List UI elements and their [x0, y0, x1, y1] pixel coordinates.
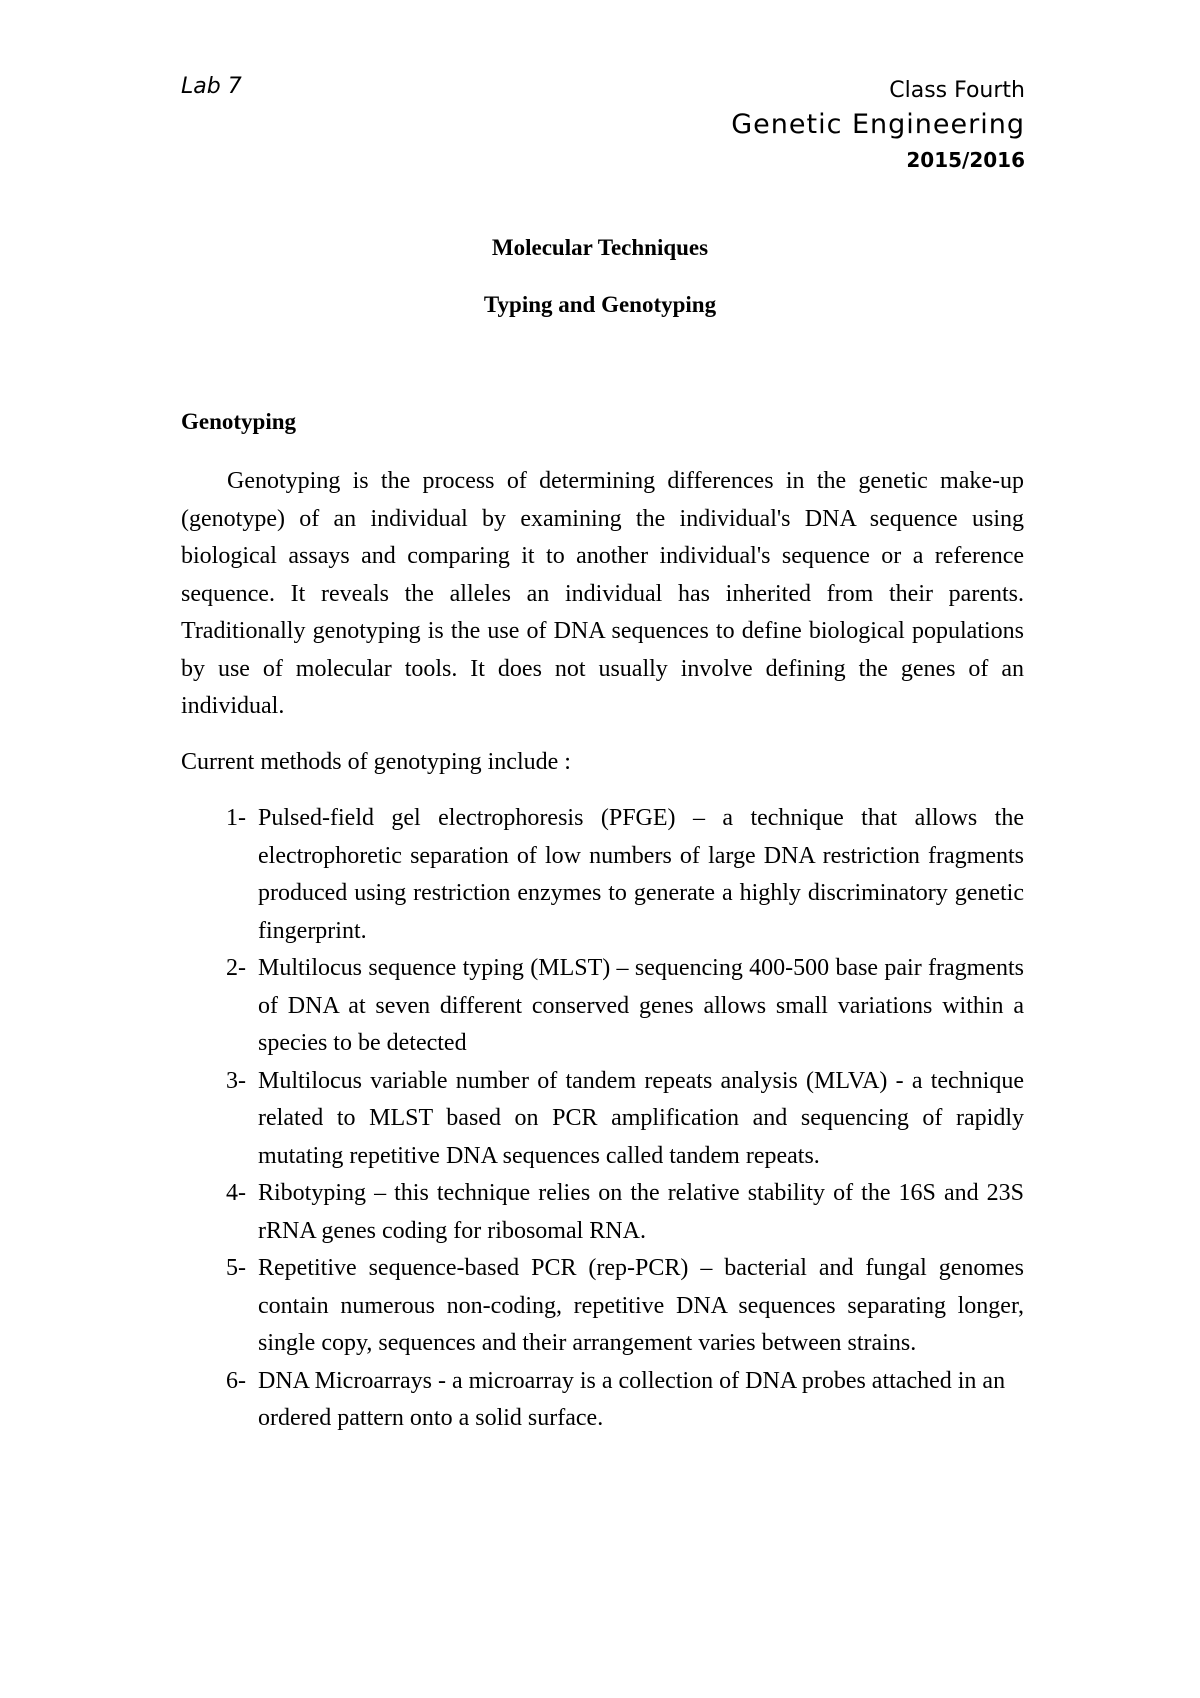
list-item-number: 6-	[226, 1367, 246, 1394]
academic-year: 2015/2016	[906, 148, 1025, 172]
list-item-number: 1-	[226, 805, 246, 831]
document-subtitle: Typing and Genotyping	[483, 292, 717, 317]
list-item	[181, 1063, 1024, 1176]
list-item	[181, 950, 1024, 1063]
list-item-text: DNA Microarrays - a microarray is a collection of DNA probes attached in an ordered pattern onto a solid surface.	[258, 1367, 1006, 1431]
list-item-number: 4-	[226, 1180, 246, 1206]
list-item-number: 3-	[226, 1067, 246, 1094]
methods-intro: Current methods of genotyping include :	[181, 749, 571, 775]
subject-title: Genetic Engineering	[731, 109, 1025, 140]
list-item	[181, 800, 1024, 950]
section-heading: Genotyping	[181, 409, 297, 434]
list-item-number: 2-	[226, 955, 246, 981]
list-item-text: Multilocus variable number of tandem repeats analysis (MLVA) - a technique related to MLST based on PCR amplification and sequencing of rapidly mutating repetitive DNA sequences called tandem repeats.	[258, 1067, 1024, 1169]
list-item-text: Multilocus sequence typing (MLST) – sequencing 400-500 base pair fragments of DNA at seven different conserved genes allows small variations within a species to be detected	[258, 955, 1024, 1056]
lab-number: Lab 7	[181, 74, 242, 99]
list-item	[181, 1250, 1024, 1363]
list-item-number: 5-	[226, 1255, 246, 1281]
methods-list	[181, 800, 1024, 1438]
class-label: Class Fourth	[889, 78, 1025, 103]
genotyping-paragraph: Genotyping is the process of determining differences in the genetic make-up (genotype) of an individual by examining the individual's DNA sequence using biological assays and comparing it to another individual's sequence or a reference sequence. It reveals the alleles an individual has inherited from their parents. Traditionally genotyping is the use of DNA sequences to define biological populations by use of molecular tools. It does not usually involve defining the genes of an individual.	[181, 468, 1024, 719]
list-item-text: Pulsed-field gel electrophoresis (PFGE) – a technique that allows the electrophoretic separation of low numbers of large DNA restriction fragments produced using restriction enzymes to generate a highly discriminatory genetic fingerprint.	[258, 805, 1024, 944]
list-item	[181, 1363, 1024, 1438]
list-item	[181, 1175, 1024, 1250]
list-item-text: Repetitive sequence-based PCR (rep-PCR) – bacterial and fungal genomes contain numerous non-coding, repetitive DNA sequences separating longer, single copy, sequences and their arrangement varies between strains.	[258, 1255, 1024, 1356]
list-item-text: Ribotyping – this technique relies on the relative stability of the 16S and 23S rRNA genes coding for ribosomal RNA.	[258, 1180, 1024, 1244]
document-title: Molecular Techniques	[491, 235, 709, 260]
course-header	[731, 74, 1025, 178]
